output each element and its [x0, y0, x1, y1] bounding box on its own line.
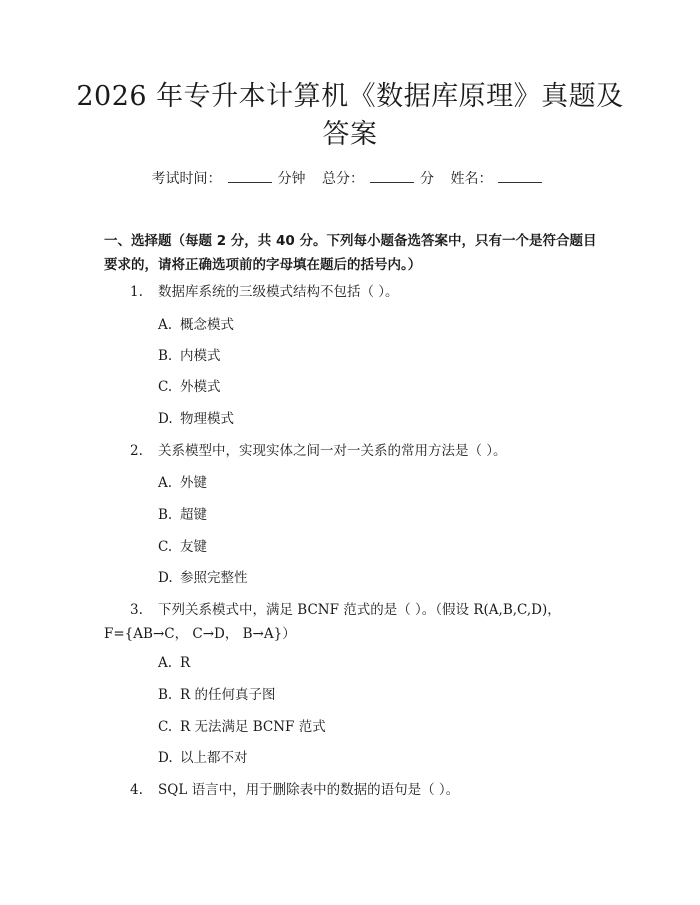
q2-option-a[interactable] [158, 473, 207, 493]
option-letter: A. [158, 475, 173, 491]
name-field [450, 171, 548, 187]
q3-option-d[interactable] [158, 748, 248, 768]
score-blank[interactable] [370, 170, 414, 183]
option-text: 友键 [180, 539, 207, 555]
q2-option-d[interactable] [158, 568, 248, 588]
exam-title-line1: 2026 年专升本计算机《数据库原理》真题及 [76, 81, 624, 112]
question-text: SQL 语言中，用于删除表中的数据的语句是（ ）。 [158, 782, 460, 798]
q3-option-c[interactable] [158, 717, 326, 737]
exam-title [60, 78, 640, 154]
option-letter: D. [158, 411, 173, 427]
option-text: 物理模式 [180, 411, 234, 427]
time-field [152, 171, 310, 187]
q1-option-b[interactable] [158, 346, 221, 366]
score-field [322, 171, 438, 187]
option-text: 概念模式 [180, 317, 234, 333]
time-blank[interactable] [228, 170, 272, 183]
option-text: 参照完整性 [180, 570, 248, 586]
question-2 [130, 439, 600, 463]
option-text: 内模式 [180, 348, 221, 364]
question-text: 关系模型中，实现实体之间一对一关系的常用方法是（ ）。 [158, 443, 507, 459]
q1-option-c[interactable] [158, 377, 221, 397]
q2-option-c[interactable] [158, 537, 207, 557]
option-text: 超键 [180, 507, 207, 523]
question-text: 数据库系统的三级模式结构不包括（ ）。 [158, 284, 399, 300]
option-text: 以上都不对 [180, 750, 248, 766]
section-heading [104, 229, 604, 277]
q1-option-a[interactable] [158, 315, 234, 335]
option-text: R 的任何真子图 [180, 687, 276, 703]
exam-meta [0, 168, 700, 188]
option-letter: A. [158, 317, 173, 333]
question-text-line1: 下列关系模式中，满足 BCNF 范式的是（ ）。（假设 R(A,B,C,D)， [158, 602, 561, 618]
question-number: 1. [130, 284, 143, 300]
option-letter: C. [158, 539, 173, 555]
exam-title-line2: 答案 [322, 119, 378, 150]
name-blank[interactable] [498, 170, 542, 183]
question-number: 4. [130, 782, 143, 798]
option-letter: B. [158, 348, 173, 364]
option-letter: D. [158, 750, 173, 766]
option-letter: B. [158, 507, 173, 523]
option-letter: B. [158, 687, 173, 703]
section-heading-line2: 要求的，请将正确选项前的字母填在题后的括号内。） [104, 257, 422, 273]
q3-option-b[interactable] [158, 685, 275, 705]
q2-option-b[interactable] [158, 505, 207, 525]
name-label: 姓名： [450, 171, 493, 187]
time-unit: 分钟 [277, 171, 306, 187]
option-letter: A. [158, 655, 173, 671]
section-heading-line1: 一、选择题（每题 2 分，共 40 分。下列每小题备选答案中，只有一个是符合题目 [104, 233, 597, 249]
question-1 [130, 280, 600, 304]
option-text: 外模式 [180, 379, 221, 395]
score-unit: 分 [420, 171, 434, 187]
question-number: 3. [130, 602, 143, 618]
question-4 [130, 778, 600, 802]
option-letter: C. [158, 719, 173, 735]
question-text-line2: F={AB→C， C→D， B→A}） [104, 626, 296, 642]
option-text: 外键 [180, 475, 207, 491]
option-letter: C. [158, 379, 173, 395]
time-label: 考试时间： [151, 171, 222, 187]
q1-option-d[interactable] [158, 409, 234, 429]
question-3 [104, 598, 604, 646]
option-text: R 无法满足 BCNF 范式 [180, 719, 326, 735]
q3-option-a[interactable] [158, 653, 190, 673]
option-letter: D. [158, 570, 173, 586]
option-text: R [180, 655, 191, 671]
question-number: 2. [130, 443, 143, 459]
score-label: 总分： [322, 171, 364, 187]
